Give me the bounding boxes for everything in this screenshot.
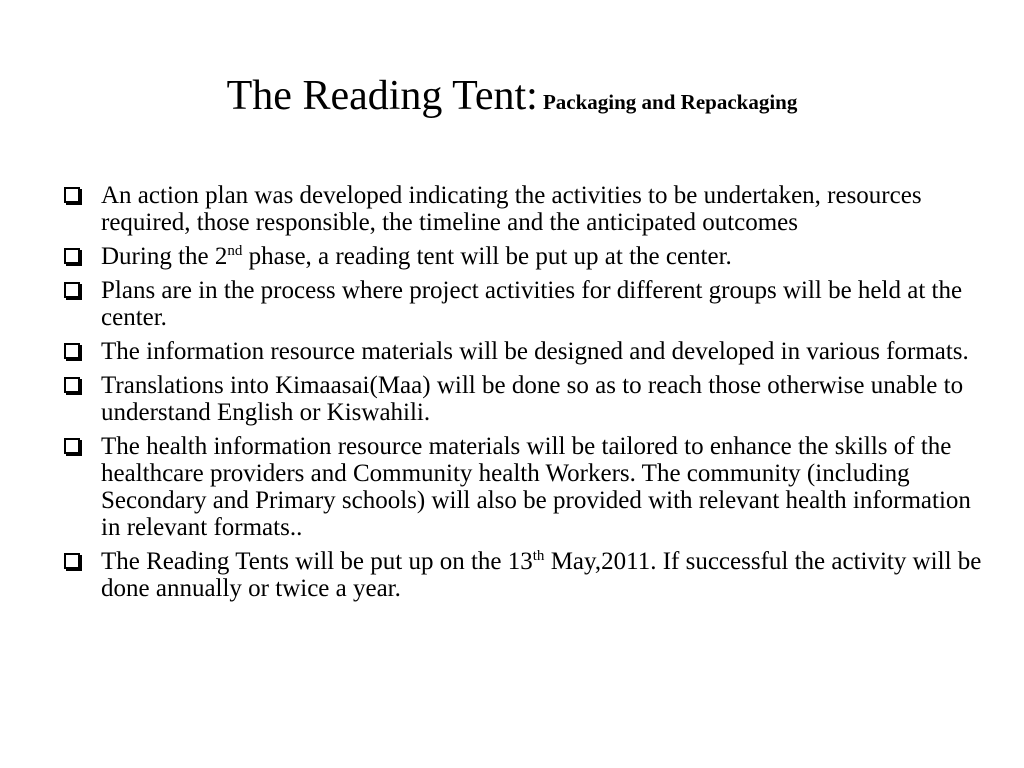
bullet-item — [62, 433, 982, 541]
slide-title — [0, 72, 1024, 120]
bullet-item — [62, 277, 982, 331]
bullet-item — [62, 548, 982, 602]
bullet-item — [62, 372, 982, 426]
bullet-text-before: The Reading Tents will be put up on the 13 — [101, 548, 533, 575]
bullet-text: The health information resource materials will be tailored to enhance the skills of the healthcare providers and Community health Workers. The community (including Secondary and Primary schools) will also be provided with relevant health information in relevant formats.. — [101, 433, 971, 541]
bullet-text: Plans are in the process where project activities for different groups will be held at the center. — [101, 277, 963, 331]
title-subtitle: Packaging and Repackaging — [542, 90, 798, 114]
bullet-item — [62, 243, 982, 270]
bullet-text-before: During the 2 — [101, 243, 228, 270]
bullet-text: The information resource materials will be designed and developed in various formats. — [101, 338, 969, 365]
title-main: The Reading Tent: — [226, 73, 538, 119]
bullet-list — [62, 182, 982, 609]
checkbox-bullet-icon — [64, 553, 80, 569]
bullet-text: Translations into Kimaasai(Maa) will be done so as to reach those otherwise unable to understand English or Kiswahili. — [101, 372, 964, 426]
checkbox-bullet-icon — [64, 343, 80, 359]
ordinal-superscript: nd — [227, 243, 243, 259]
bullet-text-after: May,2011. If successful the activity will be done annually or twice a year. — [101, 548, 982, 602]
bullet-text: An action plan was developed indicating the activities to be undertaken, resources required, those responsible, the timeline and the anticipated outcomes — [101, 182, 922, 236]
checkbox-bullet-icon — [64, 438, 80, 454]
bullet-item — [62, 182, 982, 236]
bullet-text-after: phase, a reading tent will be put up at the center. — [242, 243, 732, 270]
checkbox-bullet-icon — [64, 187, 80, 203]
checkbox-bullet-icon — [64, 248, 80, 264]
ordinal-superscript: th — [532, 548, 545, 564]
checkbox-bullet-icon — [64, 282, 80, 298]
checkbox-bullet-icon — [64, 377, 80, 393]
bullet-item — [62, 338, 982, 365]
